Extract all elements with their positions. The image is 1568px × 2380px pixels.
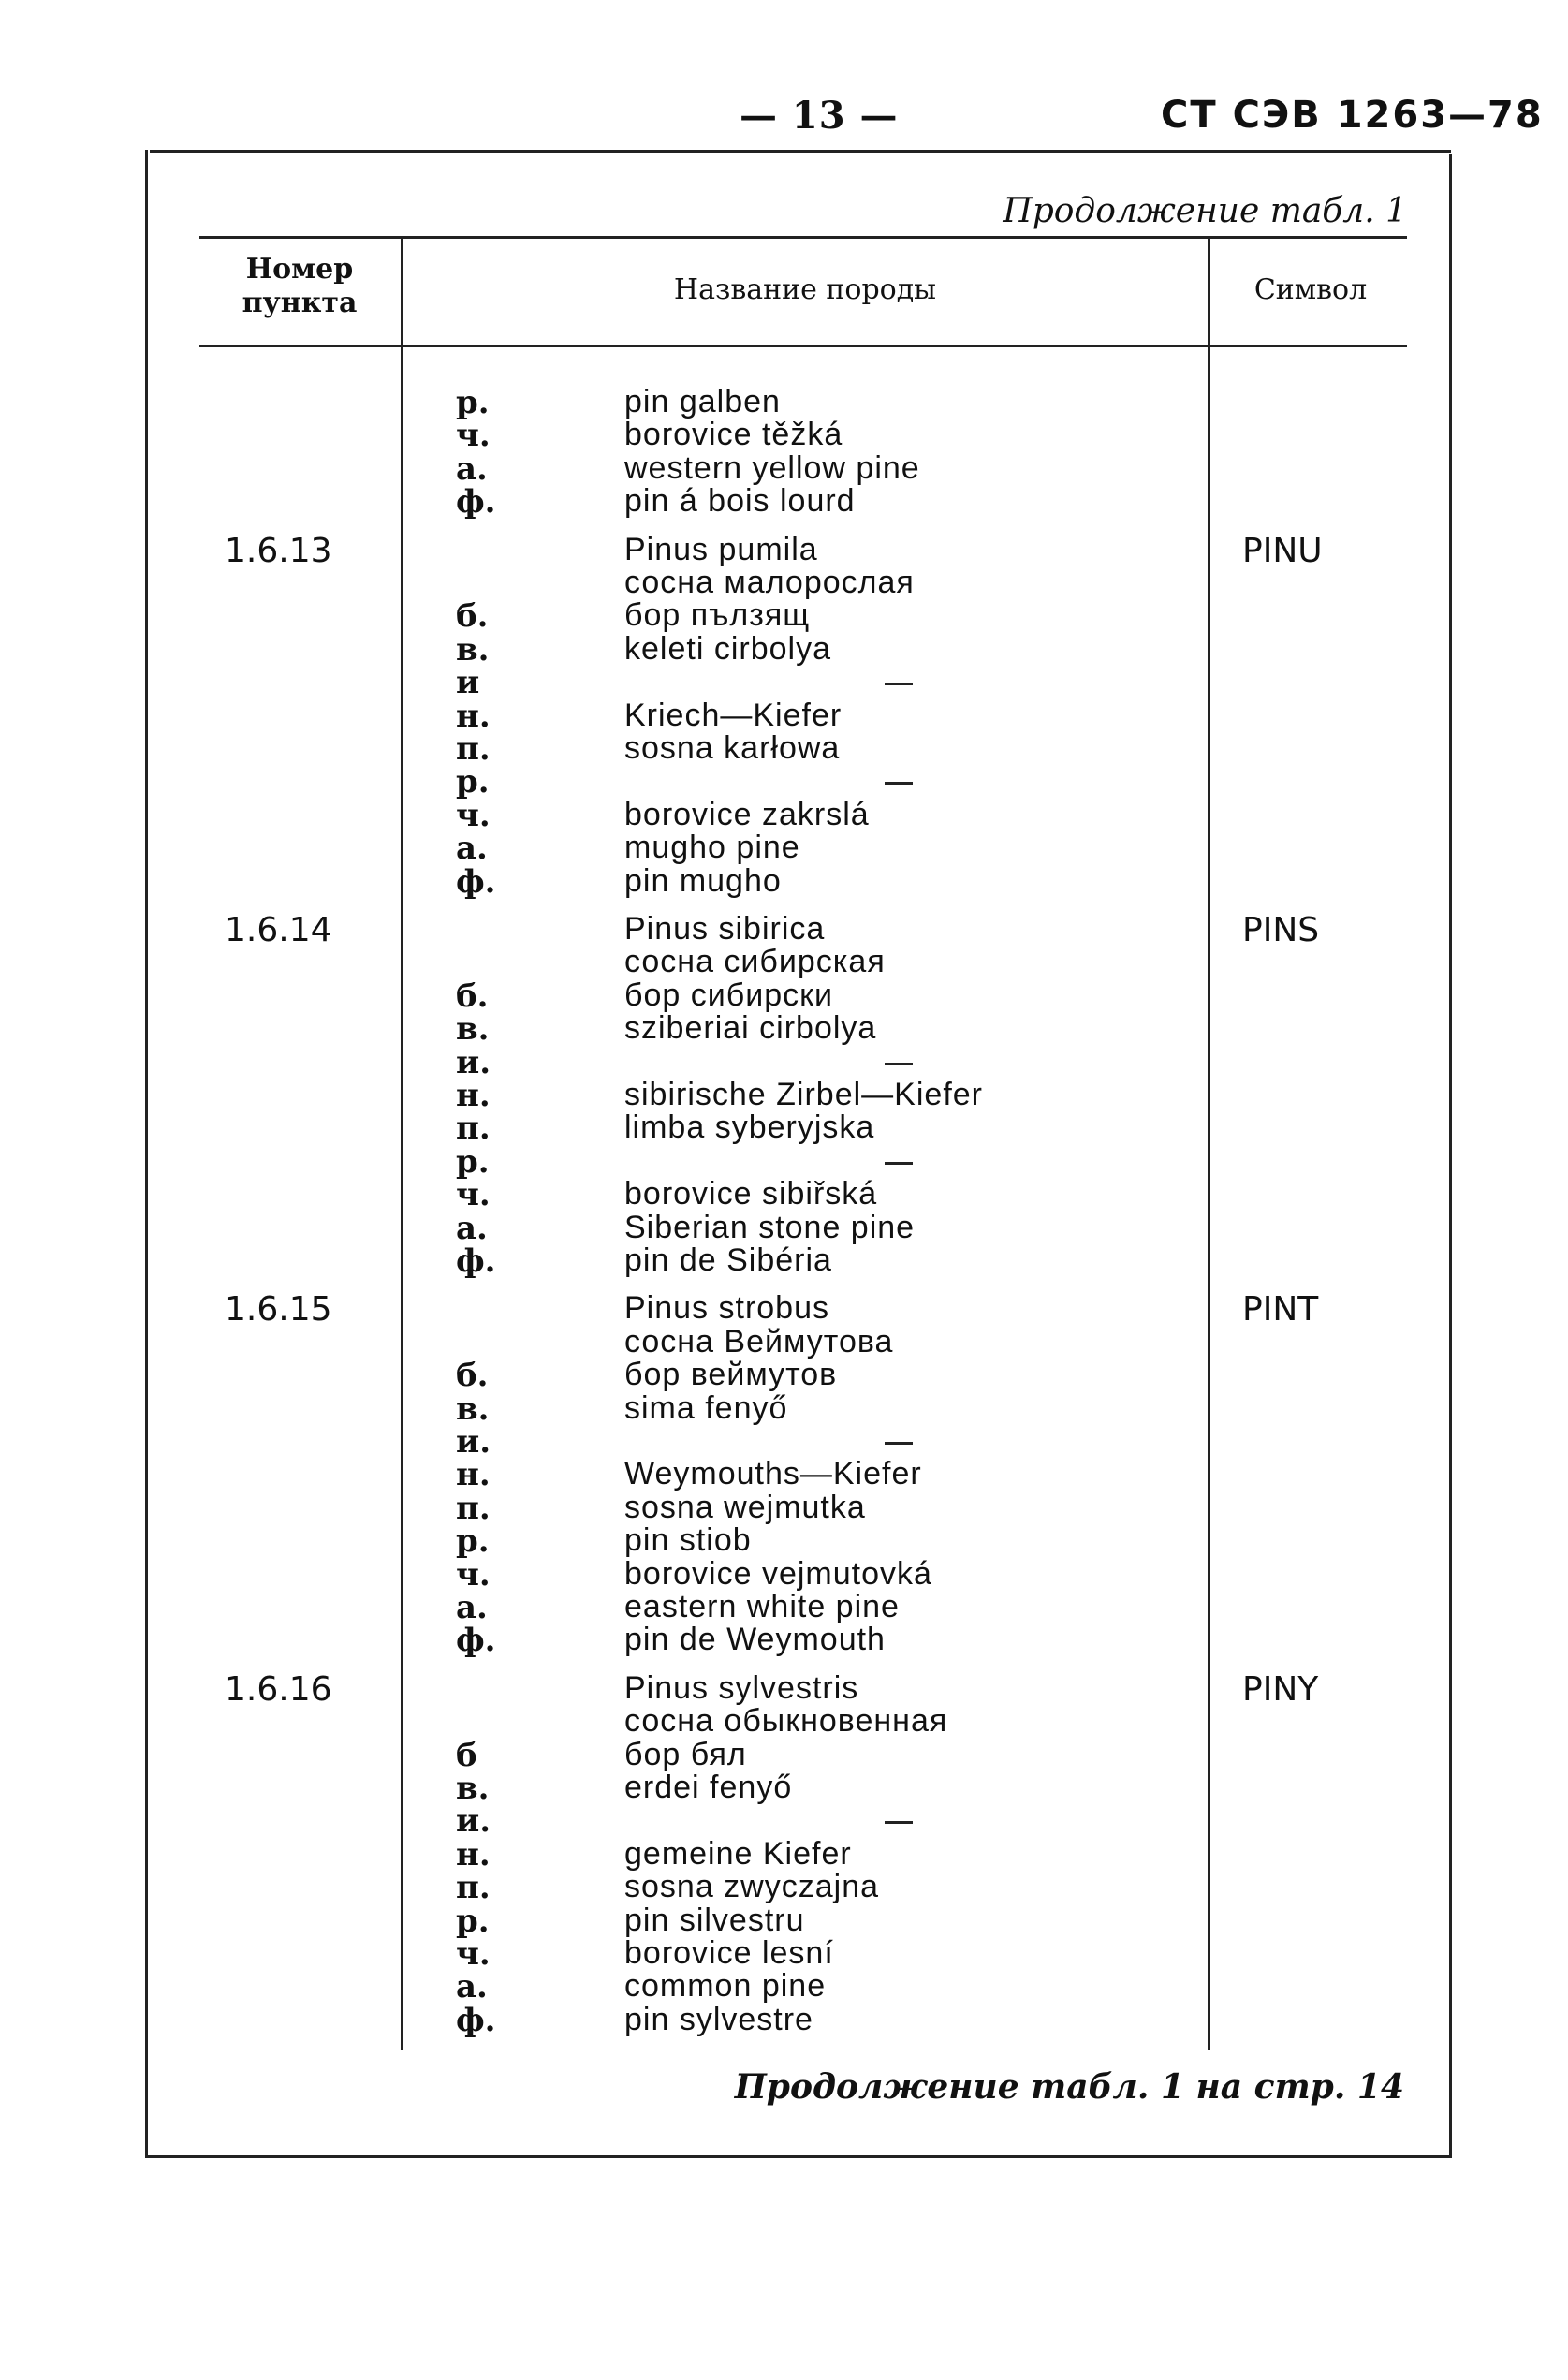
language-code: и.	[456, 1802, 491, 1841]
language-code: ф.	[456, 1242, 496, 1280]
species-name: gemeine Kiefer	[624, 1835, 852, 1872]
language-code: п.	[456, 730, 491, 768]
dash-mark	[885, 1063, 913, 1065]
species-name: pin á bois lourd	[624, 483, 856, 520]
language-code: б	[456, 1736, 477, 1774]
language-code: б.	[456, 1357, 489, 1395]
species-name: pin stiob	[624, 1522, 752, 1559]
column-header-symbol: Символ	[1253, 273, 1368, 306]
language-code: в.	[456, 1389, 490, 1428]
species-name: western yellow pine	[624, 449, 920, 486]
language-code: в.	[456, 1770, 490, 1807]
species-symbol: PINY	[1242, 1669, 1319, 1709]
column-divider-2	[1208, 239, 1210, 2050]
language-code: р.	[456, 1142, 490, 1181]
species-name: sosna karłowa	[624, 730, 841, 766]
language-code: в.	[456, 630, 490, 668]
language-code: в.	[456, 1010, 490, 1049]
language-code: и	[456, 664, 480, 702]
dash-mark	[885, 1821, 913, 1824]
species-name: eastern white pine	[624, 1589, 900, 1624]
dash-mark	[885, 782, 913, 785]
language-code: р.	[456, 763, 490, 801]
language-code: ч.	[456, 1935, 491, 1973]
species-name: pin sylvestre	[624, 2001, 813, 2037]
species-name: common pine	[624, 1968, 827, 2005]
language-code: р.	[456, 1902, 490, 1940]
species-name: limba syberyjska	[624, 1109, 875, 1146]
species-name: pin mugho	[624, 862, 782, 899]
species-name: Siberian stone pine	[624, 1209, 916, 1245]
language-code: ч.	[456, 1555, 491, 1594]
language-code: р.	[456, 384, 490, 421]
language-code: а.	[456, 1589, 488, 1626]
species-name: бор пълзящ	[624, 597, 811, 634]
language-code: ч.	[456, 1176, 491, 1214]
language-code: ф.	[456, 2001, 496, 2039]
species-name: сосна сибирская	[624, 944, 886, 980]
species-name: sosna wejmutka	[624, 1489, 866, 1525]
species-name: borovice těžká	[624, 417, 843, 453]
species-name: erdei fenyő	[624, 1770, 793, 1805]
language-code: и.	[456, 1423, 491, 1461]
language-code: р.	[456, 1522, 490, 1561]
language-code: ф.	[456, 1622, 496, 1660]
language-code: н.	[456, 1456, 491, 1494]
species-name: sosna zwyczajna	[624, 1869, 880, 1905]
item-number: 1.6.15	[225, 1290, 332, 1330]
language-code: п.	[456, 1109, 491, 1148]
language-code: б.	[456, 977, 489, 1015]
species-name: pin silvestru	[624, 1902, 805, 1938]
frame-right-line	[1449, 154, 1452, 2158]
language-code: п.	[456, 1489, 491, 1527]
language-code: б.	[456, 597, 489, 636]
language-code: н.	[456, 1835, 491, 1873]
species-symbol: PINS	[1242, 911, 1320, 949]
species-name: Pinus sylvestris	[624, 1669, 859, 1706]
species-name: sziberiai cirbolya	[624, 1010, 877, 1047]
language-code: ф.	[456, 483, 496, 522]
species-name: сосна обыкновенная	[624, 1703, 948, 1740]
species-name: бор сибирски	[624, 977, 833, 1013]
language-code: ч.	[456, 796, 491, 834]
species-name: mugho pine	[624, 830, 800, 866]
species-name: borovice vejmutovká	[624, 1555, 932, 1592]
language-code: а.	[456, 1968, 488, 2006]
species-name: pin de Sibéria	[624, 1242, 832, 1278]
species-name: sima fenyő	[624, 1389, 788, 1426]
language-code: ф.	[456, 862, 496, 901]
language-code: а.	[456, 1209, 488, 1247]
language-code: ч.	[456, 417, 491, 455]
column-header-number: Номер пункта	[242, 253, 358, 319]
table-continuation-note: Продолжение табл. 1	[1003, 192, 1407, 230]
language-code: и.	[456, 1043, 491, 1081]
species-name: borovice sibiřská	[624, 1176, 878, 1212]
table-header-top-rule	[199, 236, 1407, 239]
continuation-footer: Продолжение табл. 1 на стр. 14	[734, 2067, 1404, 2107]
species-name: keleti cirbolya	[624, 630, 831, 667]
language-code: а.	[456, 449, 488, 488]
language-code: н.	[456, 697, 491, 735]
species-name: сосна малорослая	[624, 565, 915, 600]
dash-mark	[885, 1442, 913, 1445]
page-number: — 13 —	[740, 94, 899, 138]
item-number: 1.6.16	[225, 1669, 332, 1709]
species-name: бор веймутов	[624, 1357, 838, 1393]
column-divider-1	[401, 239, 403, 2050]
frame-top-line	[150, 150, 1451, 153]
language-code: а.	[456, 830, 488, 868]
frame-bottom-line	[145, 2155, 1451, 2158]
column-header-name: Название породы	[673, 273, 937, 306]
species-name: sibirische Zirbel—Kiefer	[624, 1077, 983, 1112]
species-name: pin de Weymouth	[624, 1622, 886, 1658]
species-name: бор бял	[624, 1736, 747, 1772]
species-name: Kriech—Kiefer	[624, 697, 843, 733]
species-symbol: PINT	[1242, 1290, 1319, 1330]
frame-left-line	[145, 150, 148, 2158]
item-number: 1.6.13	[225, 531, 332, 570]
dash-mark	[885, 1162, 913, 1165]
species-name: сосна Веймутова	[624, 1323, 894, 1359]
species-name: borovice zakrslá	[624, 796, 870, 832]
language-code: п.	[456, 1869, 491, 1907]
dash-mark	[885, 683, 913, 685]
species-name: Pinus pumila	[624, 531, 818, 567]
language-code: н.	[456, 1077, 491, 1114]
species-name: pin galben	[624, 384, 781, 419]
document-code: СТ СЭВ 1263—78	[1161, 94, 1544, 137]
species-name: Pinus sibirica	[624, 911, 826, 947]
table-header-bottom-rule	[199, 345, 1407, 347]
item-number: 1.6.14	[225, 911, 332, 949]
species-name: borovice lesní	[624, 1935, 834, 1971]
species-symbol: PINU	[1242, 531, 1323, 570]
species-name: Pinus strobus	[624, 1290, 829, 1327]
species-name: Weymouths—Kiefer	[624, 1456, 922, 1492]
